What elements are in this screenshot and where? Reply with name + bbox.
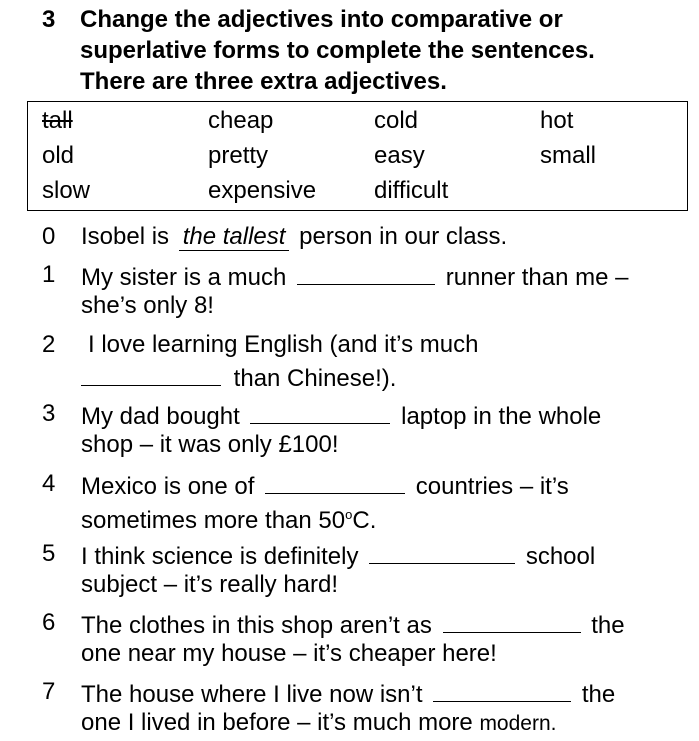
sentence-line: sometimes more than 50$^o$C. — [81, 507, 377, 534]
sentence-number: 2 — [42, 331, 56, 358]
sentence-number: 3 — [42, 400, 56, 427]
word-old: old — [42, 142, 75, 169]
sentence-line: one I lived in before – it’s much more modern. — [81, 709, 557, 736]
sentence-number: 4 — [42, 470, 56, 497]
instruction-line: There are three extra adjectives. — [80, 68, 447, 95]
word-easy: easy — [374, 142, 425, 169]
word-tall-crossed-out: tall — [42, 107, 73, 134]
answer-blank[interactable] — [297, 259, 435, 285]
exercise-number: 3 — [42, 6, 56, 33]
word-pretty: pretty — [208, 142, 269, 169]
answer-blank[interactable] — [250, 398, 390, 424]
word-slow: slow — [42, 177, 91, 204]
word-cheap: cheap — [208, 107, 274, 134]
sentence-number: 5 — [42, 540, 56, 567]
word-difficult: difficult — [374, 177, 449, 204]
exercise-instructions — [80, 4, 690, 97]
sentence-line: Isobel is the tallest person in our class. — [81, 223, 508, 250]
sentence-line: I think science is definitely school — [81, 538, 595, 572]
instruction-line: Change the adjectives into comparative or — [80, 6, 563, 33]
word-box — [27, 101, 688, 211]
sentence-line: than Chinese!). — [81, 360, 396, 394]
sentence-number: 1 — [42, 261, 56, 288]
sentence-line: Mexico is one of countries – it’s — [81, 468, 569, 502]
sentence-line: shop – it was only £100! — [81, 431, 339, 458]
sentence-line: The house where I live now isn’t the — [81, 676, 615, 710]
sentence-number: 7 — [42, 678, 56, 705]
answer-blank[interactable] — [265, 468, 405, 494]
word-small: small — [540, 142, 597, 169]
word-expensive: expensive — [208, 177, 317, 204]
answer-blank[interactable] — [433, 676, 571, 702]
sentence-line: one near my house – it’s cheaper here! — [81, 640, 497, 667]
sentence-number: 6 — [42, 609, 56, 636]
sentence-line: My sister is a much runner than me – — [81, 259, 629, 293]
sentence-line: subject – it’s really hard! — [81, 571, 339, 598]
answer-blank[interactable] — [369, 538, 515, 564]
answer-blank[interactable] — [81, 360, 221, 386]
sentence-number: 0 — [42, 223, 56, 250]
word-hot: hot — [540, 107, 574, 134]
sentence-line: she’s only 8! — [81, 292, 214, 319]
sentence-line: My dad bought laptop in the whole — [81, 398, 601, 432]
degree-symbol: o — [345, 507, 353, 522]
word-cold: cold — [374, 107, 419, 134]
sentence-line: I love learning English (and it’s much — [88, 331, 479, 358]
answer-blank[interactable] — [443, 607, 581, 633]
example-answer: the tallest — [179, 224, 290, 251]
instruction-line: superlative forms to complete the sentences. — [80, 37, 595, 64]
sentence-line: The clothes in this shop aren’t as the — [81, 607, 625, 641]
